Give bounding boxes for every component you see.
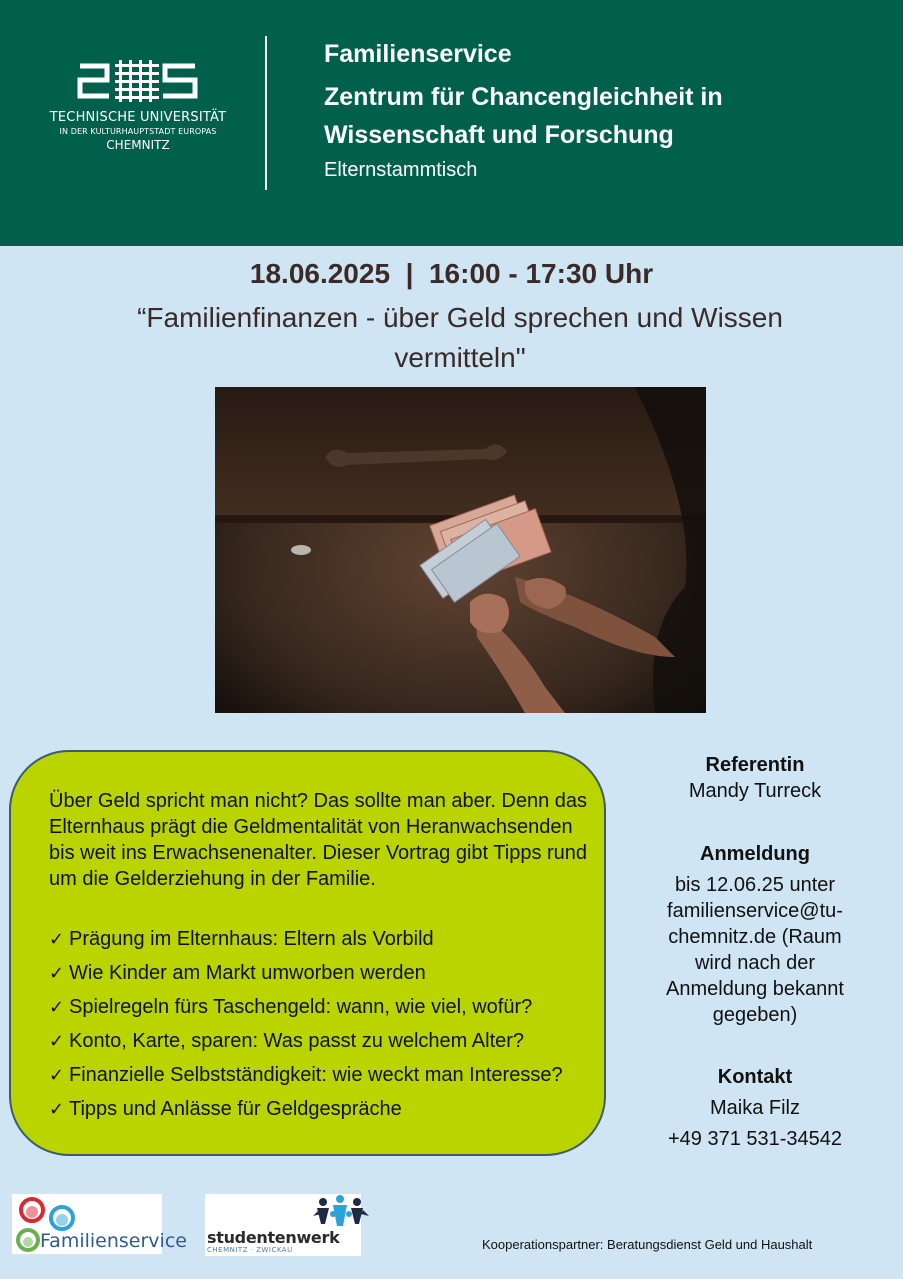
list-item: ✓ Wie Kinder am Markt umworben werden xyxy=(49,956,609,990)
list-item: ✓ Tipps und Anlässe für Geldgespräche xyxy=(49,1092,609,1126)
checkmark-icon: ✓ xyxy=(49,963,65,984)
description-bubble xyxy=(9,750,606,1156)
familienservice-logo-text: Familienservice xyxy=(40,1230,187,1252)
kontakt-label: Kontakt xyxy=(717,1066,793,1088)
checkmark-icon: ✓ xyxy=(49,1031,65,1052)
tu-chemnitz-logo xyxy=(48,58,228,152)
checkmark-icon: ✓ xyxy=(49,1065,65,1086)
kontakt-section xyxy=(650,1064,860,1152)
anmeldung-section xyxy=(650,841,860,1028)
anmeldung-line: bis 12.06.25 unter xyxy=(674,874,836,896)
kontakt-name: Maika Filz xyxy=(709,1097,800,1119)
header-subtitle: Elternstammtisch xyxy=(324,159,478,181)
kontakt-phone: +49 371 531-34542 xyxy=(667,1128,843,1150)
event-topic: “Familienfinanzen - über Geld sprechen und Wissen vermitteln" xyxy=(137,302,783,373)
hands-holding-euro-banknotes-image xyxy=(215,387,706,713)
anmeldung-line: Anmeldung bekannt xyxy=(666,978,844,1000)
anmeldung-line: gegeben) xyxy=(712,1004,798,1026)
checkmark-icon: ✓ xyxy=(49,997,65,1018)
studentenwerk-logo-subtext: CHEMNITZ · ZWICKAU xyxy=(207,1246,293,1254)
list-item: ✓ Spielregeln fürs Taschengeld: wann, wie viel, wofür? xyxy=(49,990,609,1024)
list-item: ✓ Konto, Karte, sparen: Was passt zu welchem Alter? xyxy=(49,1024,609,1058)
studentenwerk-logo xyxy=(205,1194,361,1256)
header-divider xyxy=(265,36,267,190)
list-item: ✓ Finanzielle Selbstständigkeit: wie weckt man Interesse? xyxy=(49,1058,609,1092)
cooperation-partner-text: Kooperationspartner: Beratungsdienst Geld und Haushalt xyxy=(482,1237,813,1252)
referentin-label: Referentin xyxy=(705,754,805,776)
logo-line-university: TECHNISCHE UNIVERSITÄT xyxy=(49,110,227,125)
header-banner xyxy=(0,0,903,246)
anmeldung-label: Anmeldung xyxy=(700,843,810,865)
header-title-familienservice: Familienservice xyxy=(324,40,512,68)
anmeldung-email-link[interactable]: familienservice@tu- xyxy=(667,900,843,922)
list-item: ✓ Prägung im Elternhaus: Eltern als Vorbild xyxy=(49,922,609,956)
checkmark-icon: ✓ xyxy=(49,1099,65,1120)
anmeldung-line: wird nach der xyxy=(694,952,816,974)
header-title-zentrum: Zentrum für Chancengleichheit in Wissenschaft und Forschung xyxy=(324,83,723,149)
tu-chemnitz-25-logo-icon xyxy=(77,58,199,106)
familienservice-logo xyxy=(12,1194,187,1254)
event-datetime: 18.06.2025 | 16:00 - 17:30 Uhr xyxy=(249,258,654,289)
topic-checklist xyxy=(49,922,609,1126)
intro-text: Über Geld spricht man nicht? Das sollte man aber. Denn das Elternhaus prägt die Geldmentalität von Heranwachsenden bis weit ins Erwachsenenalter. Dieser Vortrag gibt Tipps rund um die Gelderziehung in der Familie. xyxy=(49,790,588,890)
referentin-name: Mandy Turreck xyxy=(688,780,822,802)
referentin-section xyxy=(650,752,860,804)
checkmark-icon: ✓ xyxy=(49,929,65,950)
logo-line-culture: IN DER KULTURHAUPTSTADT EUROPAS xyxy=(59,127,217,136)
logo-line-city: CHEMNITZ xyxy=(106,138,170,152)
studentenwerk-logo-text: studentenwerk xyxy=(207,1228,340,1247)
anmeldung-line: chemnitz.de (Raum xyxy=(668,926,842,948)
